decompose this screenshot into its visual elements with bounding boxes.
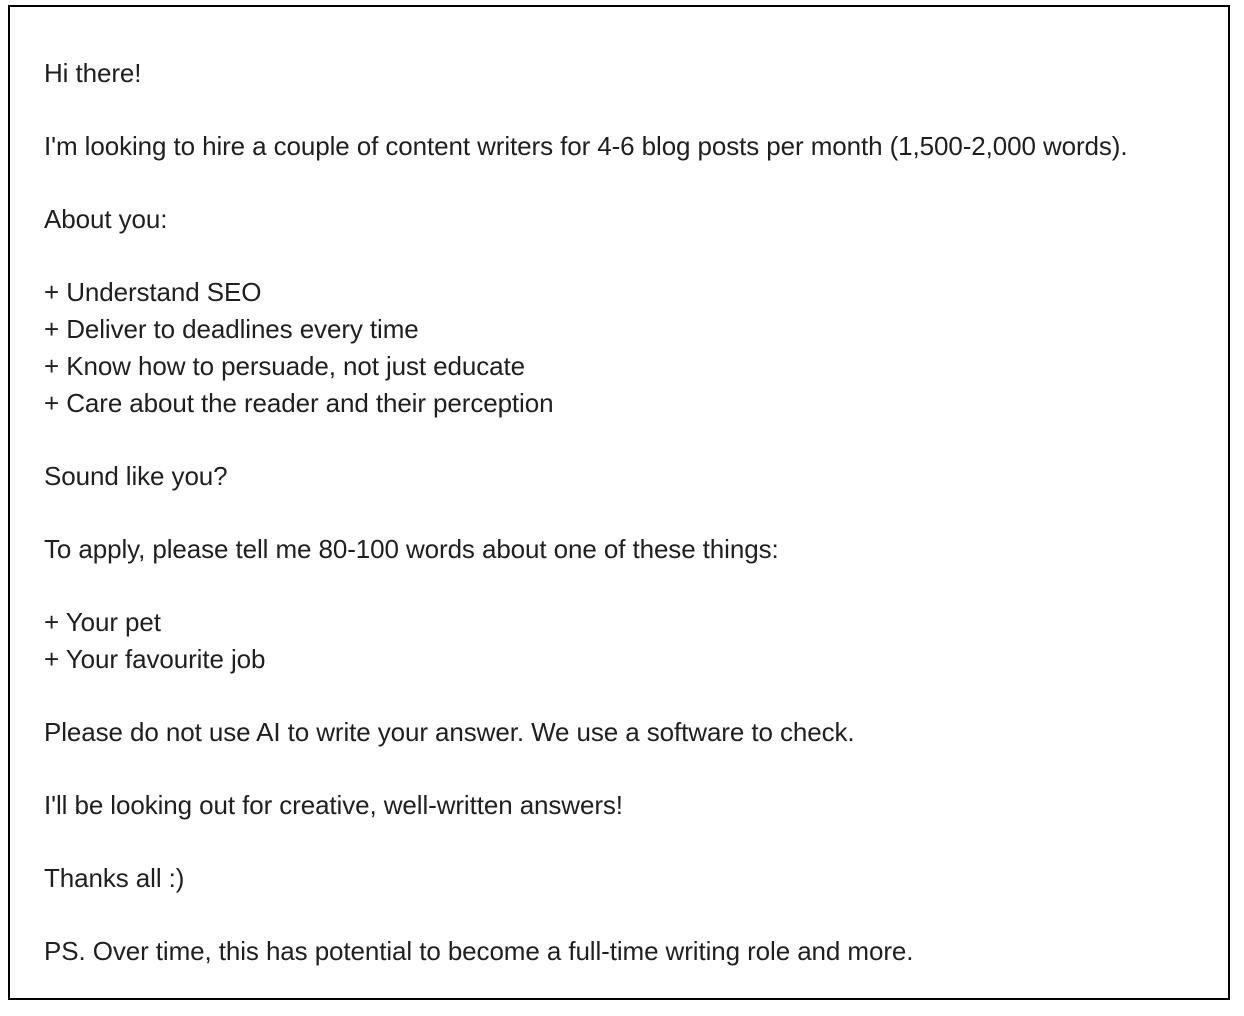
question-text: Sound like you? [44,461,228,491]
job-post-body [44,55,1224,1006]
postscript-text: PS. Over time, this has potential to become a full-time writing role and more. [44,936,914,966]
intro-text: I'm looking to hire a couple of content writers for 4-6 blog posts per month (1,500-2,000 words). [44,131,1128,161]
signoff-text: Thanks all :) [44,863,185,893]
about-list [44,274,1224,422]
apply-instruction-text: To apply, please tell me 80-100 words about one of these things: [44,534,779,564]
about-item: + Deliver to deadlines every time [44,311,1224,348]
about-item: + Understand SEO [44,274,1224,311]
topic-list [44,604,1224,678]
topic-item: + Your pet [44,604,1224,641]
ai-notice-text: Please do not use AI to write your answer. We use a software to check. [44,717,855,747]
greeting-text: Hi there! [44,58,142,88]
topic-item: + Your favourite job [44,641,1224,678]
about-heading: About you: [44,204,168,234]
job-post-frame [8,5,1230,1000]
about-item: + Care about the reader and their perception [44,385,1224,422]
closing-note-text: I'll be looking out for creative, well-written answers! [44,790,623,820]
about-item: + Know how to persuade, not just educate [44,348,1224,385]
